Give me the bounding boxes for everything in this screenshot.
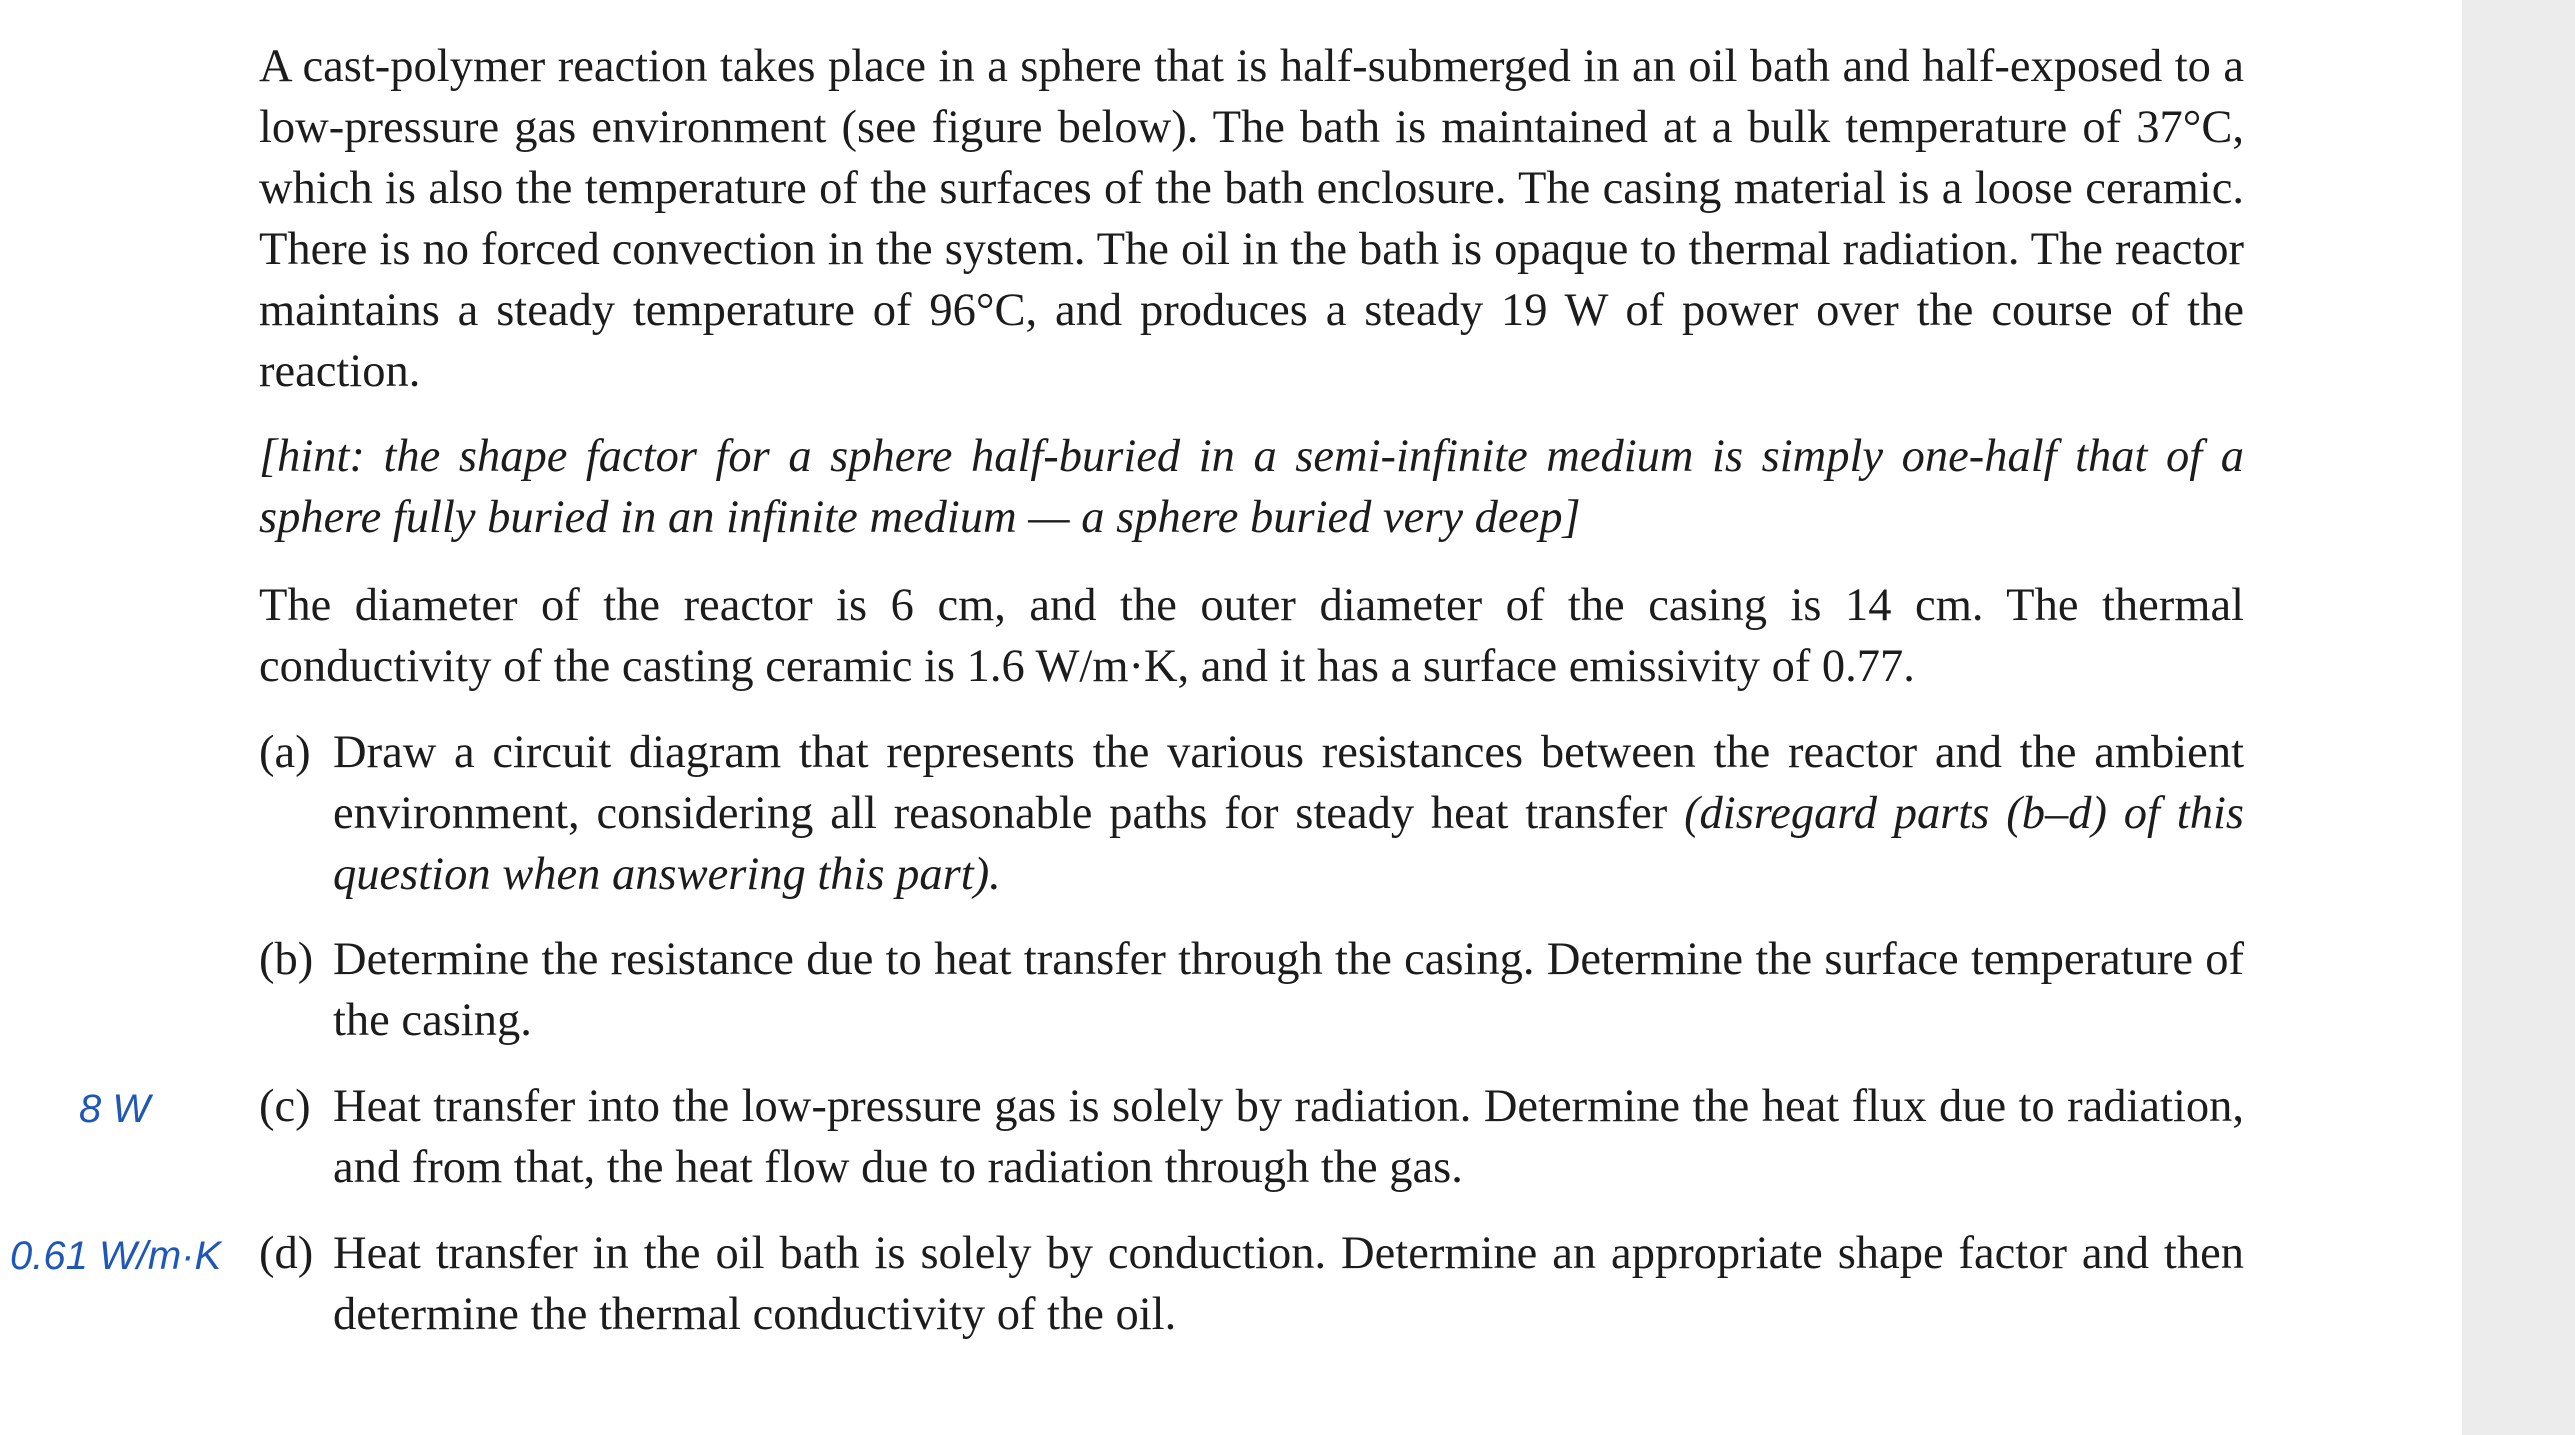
answer-part-d: 0.61 W/m·K <box>10 1234 222 1278</box>
part-c <box>259 1076 2244 1198</box>
part-b-label: (b) <box>259 934 314 985</box>
answer-part-c: 8 W <box>79 1087 151 1131</box>
part-c-text: Heat transfer into the low-pressure gas is solely by radiation. Determine the heat flux due to radiation, and from that, the heat flow due to radiation through the gas. <box>333 1081 2244 1193</box>
page-right-margin <box>2462 0 2575 1435</box>
part-a-text: Draw a circuit diagram that represents the various resistances between the reactor and the ambient environment, considering all reasonable paths for steady heat transfer <box>333 727 2244 839</box>
part-a-label: (a) <box>259 727 311 778</box>
part-b <box>259 929 2244 1051</box>
part-b-text: Determine the resistance due to heat transfer through the casing. Determine the surface temperature of the casing. <box>333 934 2244 1046</box>
dimensions-paragraph: The diameter of the reactor is 6 cm, and the outer diameter of the casing is 14 cm. The thermal conductivity of the casting ceramic is 1.6 W/m·K, and it has a surface emissivity of 0.77. <box>259 580 2244 692</box>
hint-paragraph: [hint: the shape factor for a sphere half-buried in a semi-infinite medium is simply one-half that of a sphere fully buried in an infinite medium — a sphere buried very deep] <box>259 431 2244 543</box>
part-c-label: (c) <box>259 1081 311 1132</box>
part-a-body <box>333 722 2244 905</box>
part-a <box>259 722 2244 905</box>
part-d <box>259 1223 2244 1345</box>
problem-intro-paragraph: A cast-polymer reaction takes place in a sphere that is half-submerged in an oil bath and half-exposed to a low-pressure gas environment (see figure below). The bath is maintained at a bulk temperature of 37°C, which is also the temperature of the surfaces of the bath enclosure. The casing material is a loose ceramic. There is no forced convection in the system. The oil in the bath is opaque to thermal radiation. The reactor maintains a steady temperature of 96°C, and produces a steady 19 W of power over the course of the reaction. <box>259 41 2244 397</box>
part-d-label: (d) <box>259 1228 314 1279</box>
part-a-note: (disregard parts (b–d) of this question when answering this part). <box>333 788 2244 900</box>
part-d-text: Heat transfer in the oil bath is solely by conduction. Determine an appropriate shape factor and then determine the thermal conductivity of the oil. <box>333 1228 2244 1340</box>
